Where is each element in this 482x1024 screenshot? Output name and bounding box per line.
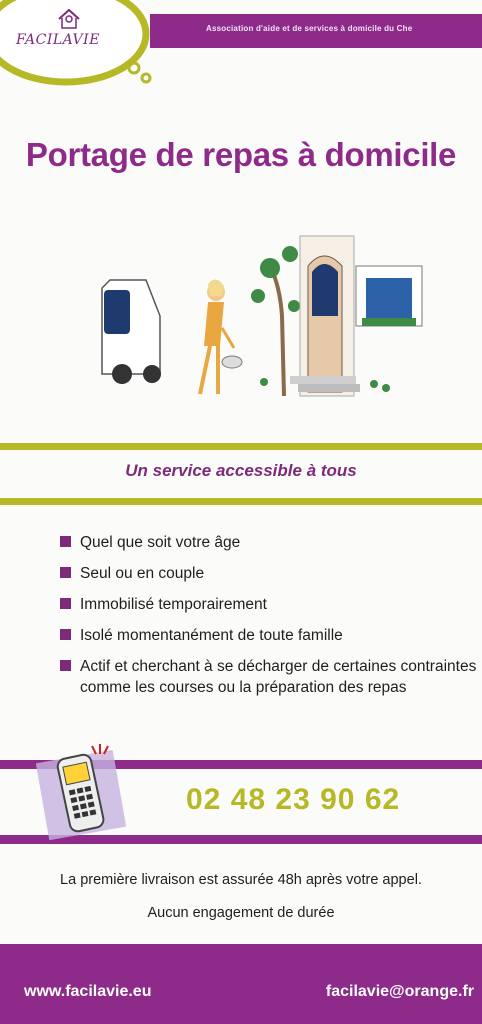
slogan: Un service accessible à tous xyxy=(125,461,357,480)
list-item-text: Isolé momentanément de toute famille xyxy=(80,627,343,644)
email-link[interactable]: facilavie@orange.fr xyxy=(325,983,474,1000)
square-bullet-icon xyxy=(60,567,71,578)
phone-number[interactable]: 02 48 23 90 62 xyxy=(186,783,401,816)
square-bullet-icon xyxy=(60,598,71,609)
first-delivery-note: La première livraison est assurée 48h après votre appel. xyxy=(60,872,422,888)
mobile-phone-icon xyxy=(36,740,126,840)
logo-text: FACILAVIE xyxy=(16,32,100,48)
delivery-illustration xyxy=(94,196,430,410)
list-item-text: Immobilisé temporairement xyxy=(80,596,267,613)
list-item xyxy=(60,594,480,615)
square-bullet-icon xyxy=(60,536,71,547)
website-link[interactable]: www.facilavie.eu xyxy=(24,983,152,1000)
list-item xyxy=(60,563,480,584)
list-item xyxy=(60,625,480,646)
list-item-text: Quel que soit votre âge xyxy=(80,534,241,551)
page-title: Portage de repas à domicile xyxy=(25,136,457,173)
square-bullet-icon xyxy=(60,660,71,671)
association-text: Association d'aide et de services à domicile du Che xyxy=(206,24,413,33)
audience-list xyxy=(60,532,480,708)
list-item-text: Seul ou en couple xyxy=(80,565,205,582)
slogan-rule-bottom xyxy=(0,498,482,505)
list-item-text: Actif et cherchant à se décharger de certaines contraintes comme les courses ou la préparation des repas xyxy=(80,658,477,696)
list-item xyxy=(60,532,480,553)
no-commitment-note: Aucun engagement de durée xyxy=(147,905,335,921)
list-item xyxy=(60,656,480,698)
slogan-rule-top xyxy=(0,443,482,450)
square-bullet-icon xyxy=(60,629,71,640)
house-logo-icon xyxy=(56,6,82,32)
